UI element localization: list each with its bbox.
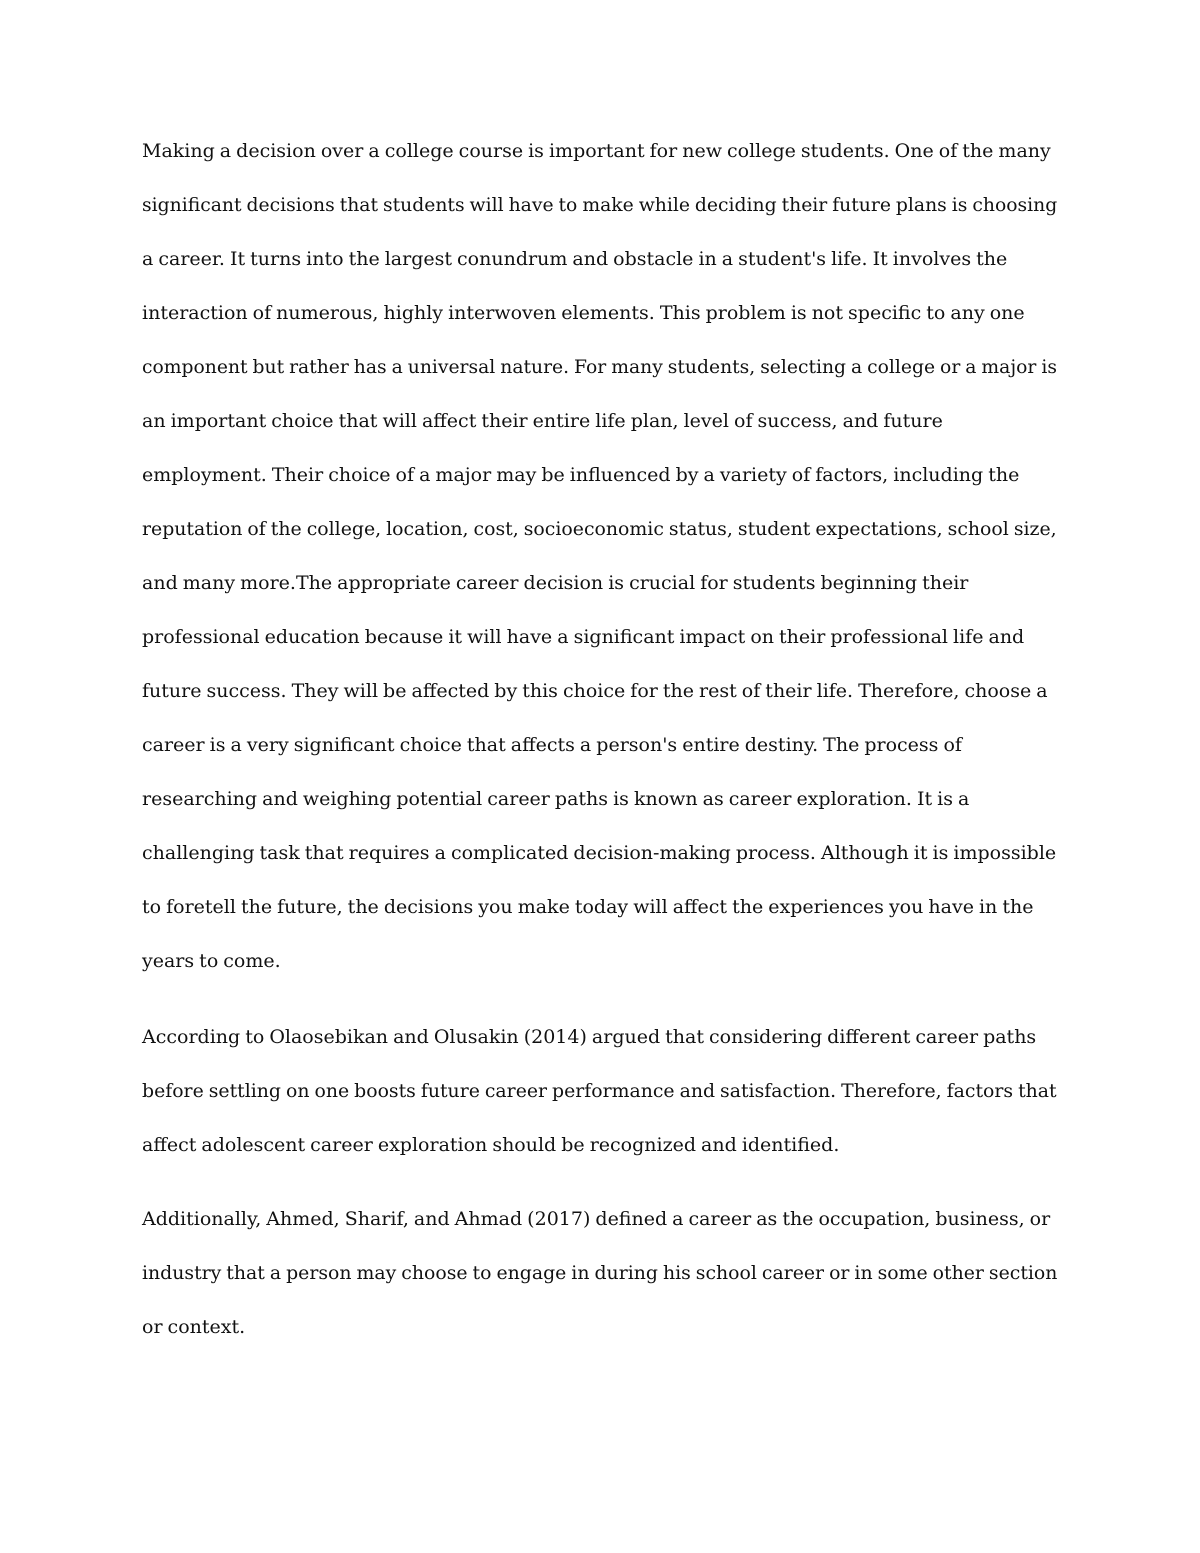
text-line: affect adolescent career exploration should be recognized and identified. — [142, 1134, 840, 1156]
text-line: Additionally, Ahmed, Sharif, and Ahmad (2017) defined a career as the occupation, business, or — [142, 1208, 1051, 1230]
text-line: career is a very significant choice that affects a person's entire destiny. The process of — [142, 734, 962, 756]
text-line: According to Olaosebikan and Olusakin (2014) argued that considering different career paths — [142, 1026, 1037, 1048]
text-line: employment. Their choice of a major may be influenced by a variety of factors, including the — [142, 464, 1020, 486]
text-line: Making a decision over a college course is important for new college students. One of the many — [142, 140, 1051, 162]
text-line: challenging task that requires a complicated decision-making process. Although it is impossible — [142, 842, 1057, 864]
text-line: researching and weighing potential career paths is known as career exploration. It is a — [142, 788, 970, 810]
text-line: reputation of the college, location, cost, socioeconomic status, student expectations, school size, — [142, 518, 1057, 540]
text-line: professional education because it will have a significant impact on their professional life and — [142, 626, 1025, 648]
text-line: significant decisions that students will have to make while deciding their future plans is choosing — [142, 194, 1058, 216]
text-line: interaction of numerous, highly interwoven elements. This problem is not specific to any one — [142, 302, 1025, 324]
text-line: component but rather has a universal nature. For many students, selecting a college or a major is — [142, 356, 1057, 378]
text-line: a career. It turns into the largest conundrum and obstacle in a student's life. It involves the — [142, 248, 1008, 270]
text-line: or context. — [142, 1316, 246, 1338]
text-line: and many more.The appropriate career decision is crucial for students beginning their — [142, 572, 969, 594]
text-line: future success. They will be affected by this choice for the rest of their life. Therefore, choose a — [142, 680, 1048, 702]
text-line: to foretell the future, the decisions you make today will affect the experiences you have in the — [142, 896, 1034, 918]
text-line: years to come. — [142, 950, 281, 972]
text-line: before settling on one boosts future career performance and satisfaction. Therefore, factors that — [142, 1080, 1057, 1102]
text-line: industry that a person may choose to engage in during his school career or in some other section — [142, 1262, 1058, 1284]
text-line: an important choice that will affect their entire life plan, level of success, and future — [142, 410, 943, 432]
